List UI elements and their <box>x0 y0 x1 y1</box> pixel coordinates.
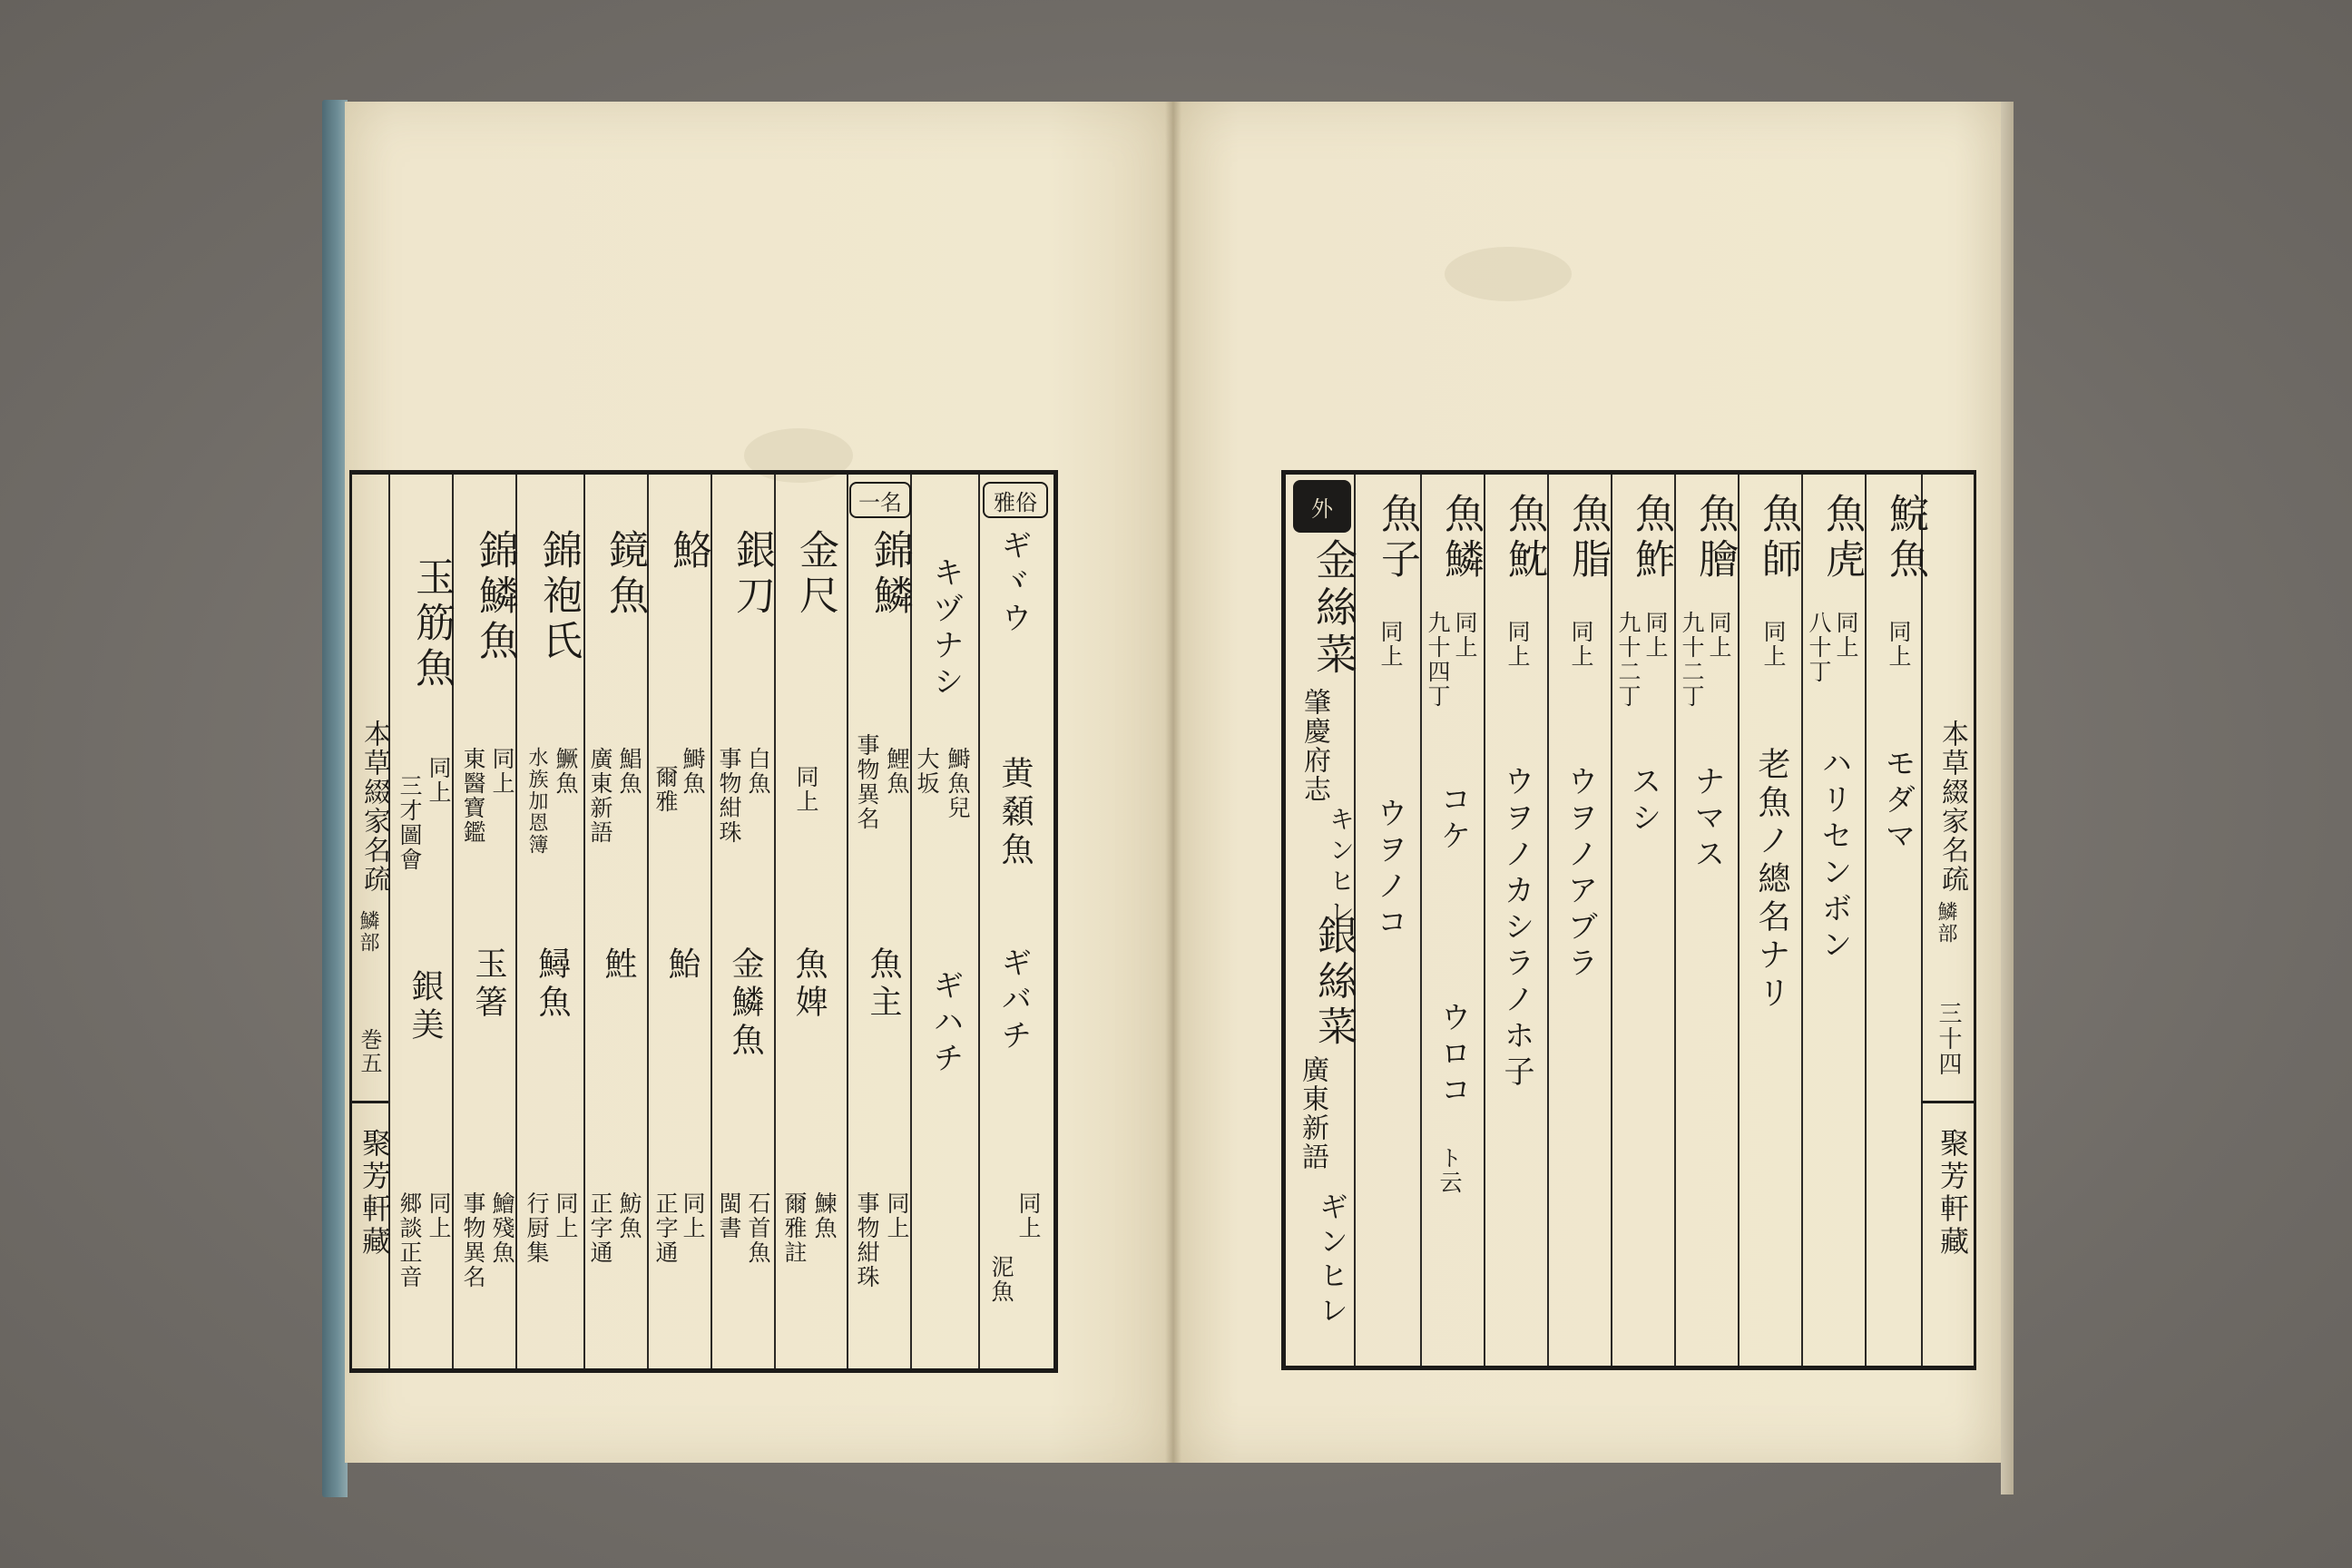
entry-note: 鰣魚兒 <box>945 747 971 820</box>
entry-note: 事物紺珠 <box>716 747 742 845</box>
entry-note: 同上 <box>1015 1191 1042 1240</box>
entry-note: 廣東新語 <box>1297 1055 1328 1171</box>
entry-head: 魚虎 <box>1818 493 1865 583</box>
entry-bottom: 同上 <box>680 1191 706 1240</box>
entry-bottom: 郷談正音 <box>397 1191 423 1289</box>
entry-head: 魚師 <box>1755 493 1801 583</box>
entry-note: 白魚 <box>745 747 771 796</box>
entry-low: 玉箸 <box>470 946 507 1023</box>
left-spine-publisher: 聚芳軒藏 <box>358 1128 392 1259</box>
gai-badge: 外 <box>1293 480 1351 533</box>
entry-reading: ハリセンボン <box>1816 747 1852 965</box>
entry-head: 銀刀 <box>729 529 775 620</box>
entry-note: 大坂 <box>914 747 940 796</box>
entry-note: 三才圖會 <box>397 774 423 872</box>
entry-bottom: 同上 <box>426 1191 452 1240</box>
entry-reading: ギンヒレ <box>1315 1191 1349 1329</box>
entry-note: 爾雅 <box>652 765 679 814</box>
entry-head: キヅナシ <box>927 556 964 701</box>
entry-reading: ウヲノアブラ <box>1562 765 1598 983</box>
entry-bottom: 閩書 <box>716 1191 742 1240</box>
entry-note: 同上 <box>1760 620 1787 669</box>
entry-note: 鯧魚 <box>616 747 642 796</box>
entry-low: 鮏 <box>600 946 637 985</box>
page-stack-edge <box>2001 102 2014 1494</box>
right-spine-title: 本草綴家名疏 <box>1936 720 1968 894</box>
entry-reading: ナマス <box>1689 765 1725 874</box>
entry-note: 肇慶府志 <box>1298 688 1330 804</box>
left-text-frame <box>349 470 1058 1373</box>
entry-low: 鮐 <box>663 946 701 985</box>
right-spine-publisher: 聚芳軒藏 <box>1936 1128 1970 1259</box>
entry-reading: キンヒレ <box>1326 806 1356 929</box>
entry-note: 同上 <box>1706 611 1732 660</box>
entry-mid: 黄顙魚 <box>996 756 1034 870</box>
entry-head: 鮥 <box>665 529 711 574</box>
entry-bottom: 石首魚 <box>745 1191 771 1265</box>
entry-reading: ウロコ <box>1435 1001 1471 1110</box>
gazoku-badge: 雅俗 <box>983 482 1048 518</box>
entry-note: 同上 <box>793 765 819 814</box>
entry-note: 八十丁 <box>1806 611 1832 684</box>
entry-head: 銀絲菜 <box>1310 915 1357 1051</box>
entry-bottom: 鱠殘魚 <box>489 1191 515 1265</box>
entry-low: ギハチ <box>927 969 964 1078</box>
entry-head: 錦鱗魚 <box>472 529 518 665</box>
entry-note: 九十二丁 <box>1615 611 1642 709</box>
entry-note: 鱖魚 <box>553 747 579 796</box>
entry-note: 水族加恩簿 <box>525 747 548 856</box>
entry-head: 金尺 <box>792 529 838 620</box>
entry-head: 金絲菜 <box>1309 538 1358 680</box>
left-spine-volume: 巻五 <box>357 1028 382 1075</box>
entry-bottom: 事物異名 <box>460 1191 486 1289</box>
right-spine-page: 三十四 <box>1935 1001 1962 1077</box>
entry-bottom: 正字通 <box>652 1191 679 1265</box>
entry-note: ト云 <box>1436 1146 1463 1195</box>
entry-bottom: 事物紺珠 <box>854 1191 880 1289</box>
entry-note: 同上 <box>1886 620 1912 669</box>
entry-bottom: 同上 <box>884 1191 910 1240</box>
entry-reading: ウヲノカシラノホ子 <box>1498 765 1534 1092</box>
entry-reading: 老魚ノ總名ナリ <box>1753 747 1790 1014</box>
entry-note: 鰣魚 <box>680 747 706 796</box>
entry-head: 魚膾 <box>1691 493 1738 583</box>
entry-low: 金鱗魚 <box>727 946 764 1061</box>
entry-note: 九十四丁 <box>1425 611 1451 709</box>
right-text-frame <box>1281 470 1976 1370</box>
entry-bottom: 同上 <box>553 1191 579 1240</box>
entry-note: 東醫寶鑑 <box>460 747 486 845</box>
entry-head: ギヾウ <box>995 529 1032 638</box>
entry-bottom: 爾雅註 <box>781 1191 808 1265</box>
entry-bottom: 泥魚 <box>988 1255 1014 1304</box>
entry-reading: モダマ <box>1879 747 1916 856</box>
entry-head: 玉筋魚 <box>408 556 455 692</box>
book-cover-spine <box>322 100 348 1497</box>
entry-low: 魚主 <box>865 946 902 1023</box>
entry-note: 廣東新語 <box>587 747 613 845</box>
entry-bottom: 鰊魚 <box>811 1191 838 1240</box>
ichimei-badge: 一名 <box>849 482 911 518</box>
left-spine-title: 本草綴家名疏 <box>358 720 390 894</box>
entry-head: 魚鱗 <box>1437 493 1484 583</box>
entry-note: 同上 <box>1642 611 1669 660</box>
book-gutter <box>1165 102 1181 1463</box>
entry-head: 魚子 <box>1374 493 1420 583</box>
entry-head: 魚脂 <box>1564 493 1611 583</box>
entry-bottom: 正字通 <box>587 1191 613 1265</box>
entry-note: 同上 <box>1452 611 1478 660</box>
entry-note: 同上 <box>1568 620 1594 669</box>
entry-head: 鏡魚 <box>602 529 648 620</box>
entry-head: 錦袍氏 <box>535 529 582 665</box>
entry-low: ギバチ <box>995 946 1032 1055</box>
left-spine-section: 鱗部 <box>357 910 379 954</box>
entry-bottom: 魴魚 <box>616 1191 642 1240</box>
entry-note: 同上 <box>1833 611 1859 660</box>
entry-bottom: 行厨集 <box>524 1191 550 1265</box>
entry-note: 九十二丁 <box>1679 611 1705 709</box>
entry-head: 魚魫 <box>1501 493 1547 583</box>
entry-note: 同上 <box>426 756 452 805</box>
entry-head: 錦鱗 <box>867 529 913 620</box>
entry-low: 鱘魚 <box>534 946 571 1023</box>
entry-note: 同上 <box>1377 620 1404 669</box>
entry-reading: コケ <box>1435 783 1471 856</box>
entry-head: 魚鮓 <box>1628 493 1674 583</box>
entry-low: 銀美 <box>407 969 444 1045</box>
entry-note: 鯉魚 <box>884 747 910 796</box>
entry-note: 同上 <box>1504 620 1531 669</box>
entry-reading: スシ <box>1625 765 1661 838</box>
entry-head: 鯇魚 <box>1882 493 1928 583</box>
right-spine-section: 鱗部 <box>1935 901 1957 945</box>
entry-low: 魚婢 <box>790 946 828 1023</box>
entry-note: 事物異名 <box>854 733 880 831</box>
entry-note: 同上 <box>489 747 515 796</box>
entry-reading: ウヲノコ <box>1371 797 1407 942</box>
